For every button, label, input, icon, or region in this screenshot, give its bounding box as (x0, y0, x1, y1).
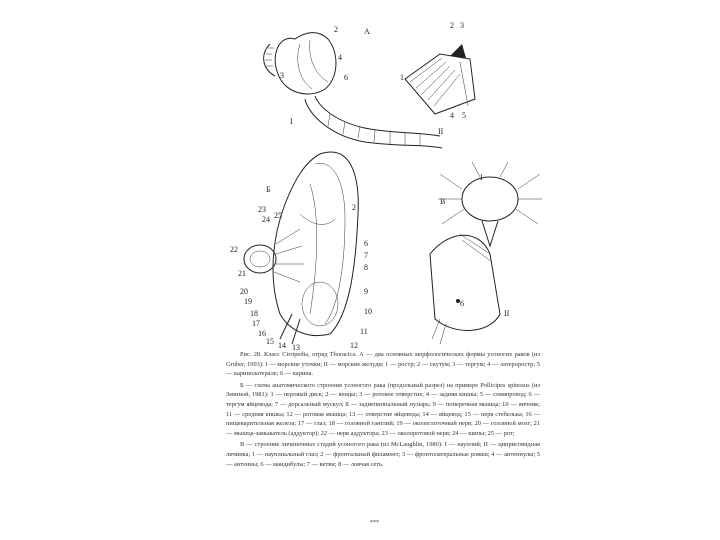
label-b-21: 21 (238, 269, 246, 278)
label-a-3: 3 (280, 71, 284, 80)
label-b-20: 20 (240, 287, 248, 296)
label-a-6: 6 (344, 73, 348, 82)
label-a-2: 2 (334, 25, 338, 34)
caption-paragraph-v: В — строение личиночных стадий усоногого рака (из McLaughlin, 1980): I — науплий; II — циприсовидная личинка; 1 — науплиальный глаз; 2 — фронтальный филамент; 3 — фронтолатеральные рожки; 4 — антеннулы; 5 — антенны; 6 — мандибулы; 7 — ветви; 8 — ловчая сеть. (226, 441, 540, 468)
label-b-14: 14 (278, 341, 286, 350)
label-a2-1: 1 (400, 73, 404, 82)
panel-label-v: В (440, 197, 446, 206)
label-b-16: 16 (258, 329, 266, 338)
label-b-13: 13 (292, 343, 300, 352)
label-b-8: 8 (364, 263, 368, 272)
cyprid-drawing (430, 234, 500, 344)
label-b-7: 7 (364, 251, 368, 260)
label-a2-5: 5 (462, 111, 466, 120)
label-b-9: 9 (364, 287, 368, 296)
barnacle-section-drawing (244, 152, 358, 344)
label-b-15: 15 (266, 337, 274, 346)
label-a2-3: 3 (460, 21, 464, 30)
label-b-24: 24 (262, 215, 270, 224)
label-b-6: 6 (364, 239, 368, 248)
label-b-12: 12 (350, 341, 358, 350)
panel-label-i-top: I (290, 117, 293, 126)
acorn-barnacle-drawing (405, 44, 475, 114)
nauplius-drawing (438, 162, 542, 246)
label-b-17: 17 (252, 319, 260, 328)
label-b-22: 22 (230, 245, 238, 254)
page-number: *** (370, 520, 379, 526)
label-b-18: 18 (250, 309, 258, 318)
label-v-6: 6 (460, 299, 464, 308)
label-b-10: 10 (364, 307, 372, 316)
label-a2-2: 2 (450, 21, 454, 30)
book-page (200, 14, 560, 534)
label-a-4: 4 (338, 53, 342, 62)
panel-label-a: А (364, 27, 370, 36)
label-b-11: 11 (360, 327, 368, 336)
figure-28-barnacle-anatomy (200, 14, 560, 354)
label-b-25: 25 (274, 211, 282, 220)
panel-label-ii-top: II (438, 127, 444, 136)
panel-label-ii-larva: II (504, 309, 510, 318)
label-b-23: 23 (258, 205, 266, 214)
figure-caption (226, 350, 540, 471)
label-b-19: 19 (244, 297, 252, 306)
label-a2-4: 4 (450, 111, 454, 120)
label-b-2: 2 (352, 203, 356, 212)
panel-label-i-larva: I (480, 173, 483, 182)
panel-label-b: Б (266, 185, 271, 194)
caption-paragraph-a: Рис. 28. Класс Cirripedia, отряд Thoracica. А — два основных морфологических формы усоногих раков (из Gruber, 1993): I — морские уточки; II — морские желуди; 1 — ростр; 2 — скутум; 3 — тергум; 4 — латероростр; 5 — каринолатерале; 6 — карина. (226, 351, 540, 378)
caption-paragraph-b: Б — схема анатомического строения усоногого рака (продольный разрез) на примере Pollicipes spinosus (из Зевиной, 1981): 1 — перовый диск; 2 — венцы; 3 — ротовое отверстие; 4 — задняя кишка; 5 — семяпровод; 6 — тергум яйцевода; 7 — дорсальный мускул; 8 — заднепиппальный пузырь; 9 — поперечная мышца; 10 — яичник; 11 — средняя кишка; 12 — ротовая мышца; 13 — отверстие яйцевода; 14 — яйцевод; 15 — нерв стебелька; 16 — пищеварительная железа; 17 — глаз; 18 — головной ганглий; 19 — окологлоточный нерв; 20 — головной мозг; 21 — мышца-замыкатель (аддуктор); 22 — нерв аддуктора; 23 — околоротовой нерв; 24 — шипы; 25 — рот; (226, 381, 540, 437)
